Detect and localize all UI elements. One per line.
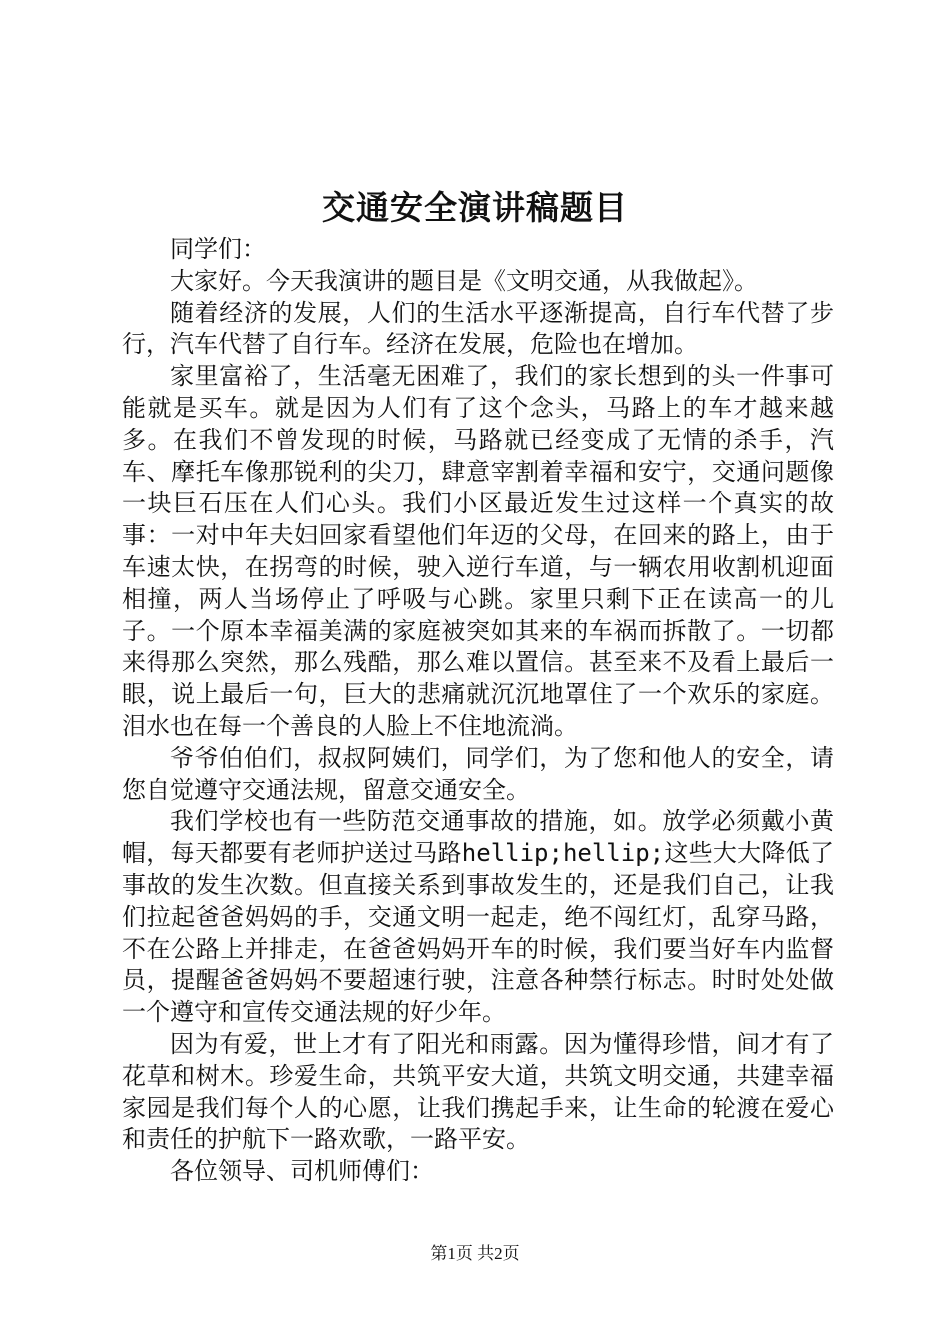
page-number-footer: 第1页 共2页	[430, 1244, 520, 1263]
paragraph-story: 家里富裕了，生活毫无困难了，我们的家长想到的头一件事可能就是买车。就是因为人们有了这个念头，马路上的车才越来越多。在我们不曾发现的时候，马路就已经变成了无情的杀手，汽车、摩托车像那锐利的尖刀，肆意宰割着幸福和安宁，交通问题像一块巨石压在人们心头。我们小区最近发生过这样一个真实的故事：一对中年夫妇回家看望他们年迈的父母，在回来的路上，由于车速太快，在拐弯的时候，驶入逆行车道，与一辆农用收割机迎面相撞，两人当场停止了呼吸与心跳。家里只剩下正在读高一的儿子。一个原本幸福美满的家庭被突如其来的车祸而拆散了。一切都来得那么突然，那么残酷，那么难以置信。甚至来不及看上最后一眼，说上最后一句，巨大的悲痛就沉沉地罩住了一个欢乐的家庭。泪水也在每一个善良的人脸上不住地流淌。	[122, 362, 834, 740]
paragraph-greeting: 同学们：	[170, 235, 266, 263]
paragraph-conclusion: 因为有爱，世上才有了阳光和雨露。因为懂得珍惜，间才有了花草和树木。珍爱生命，共筑平安大道，共筑文明交通，共建幸福家园是我们每个人的心愿，让我们携起手来，让生命的轮渡在爱心和责任的护航下一路欢歌，一路平安。	[122, 1029, 834, 1154]
paragraph-economy: 随着经济的发展，人们的生活水平逐渐提高，自行车代替了步行，汽车代替了自行车。经济在发展，危险也在增加。	[122, 298, 834, 359]
document-body	[122, 234, 834, 1188]
paragraph-school-measures: 我们学校也有一些防范交通事故的措施，如。放学必须戴小黄帽，每天都要有老师护送过马路hellip;hellip;这些大大降低了事故的发生次数。但直接关系到事故发生的，还是我们自己，让我们拉起爸爸妈妈的手，交通文明一起走，绝不闯红灯，乱穿马路，不在公路上并排走，在爸爸妈妈开车的时候，我们要当好车内监督员，提醒爸爸妈妈不要超速行驶，注意各种禁行标志。时时处处做一个遵守和宣传交通法规的好少年。	[122, 807, 834, 1027]
paragraph-address: 各位领导、司机师傅们：	[170, 1157, 434, 1186]
paragraph-intro: 大家好。今天我演讲的题目是《文明交通，从我做起》。	[170, 266, 758, 295]
document-title: 交通安全演讲稿题目	[322, 188, 628, 227]
paragraph-appeal: 爷爷伯伯们，叔叔阿姨们，同学们，为了您和他人的安全，请您自觉遵守交通法规，留意交通安全。	[122, 743, 834, 804]
